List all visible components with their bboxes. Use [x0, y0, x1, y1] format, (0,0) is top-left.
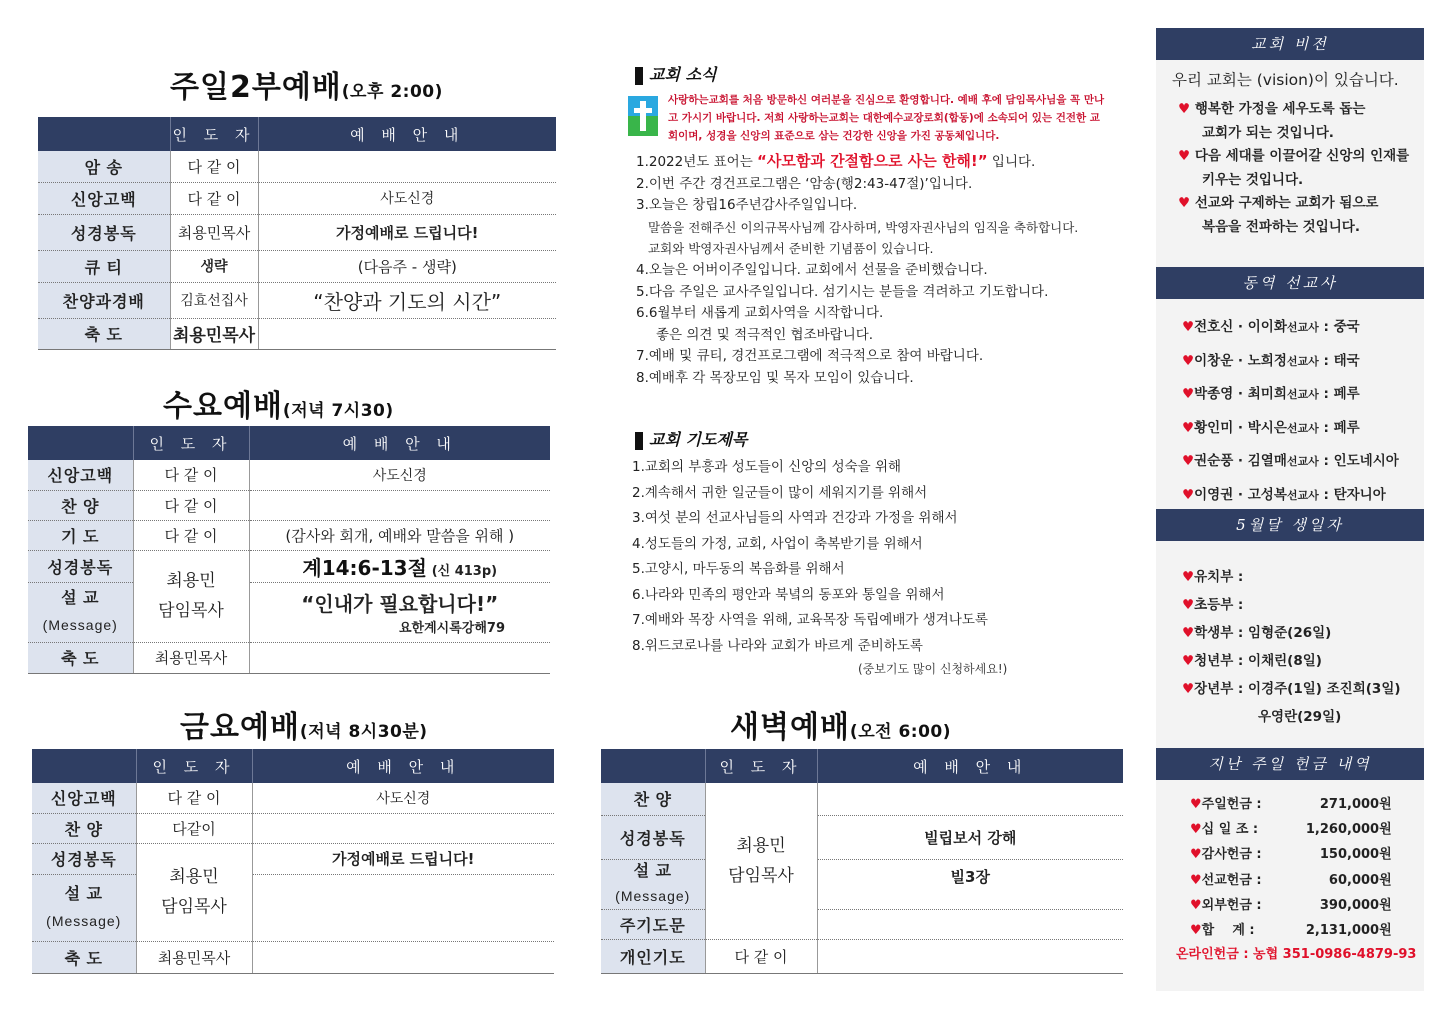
news-item: 4.오늘은 어버이주일입니다. 교회에서 선물을 준비했습니다.	[636, 261, 988, 278]
missionary-names: 이영권 · 고성복	[1194, 486, 1287, 503]
row-label: 성경봉독	[38, 214, 170, 250]
table-row	[28, 520, 550, 550]
prayer-item: 8.위드코로나를 나라와 교회가 바르게 준비하도록	[632, 637, 923, 654]
missionary-country: : 페루	[1318, 386, 1360, 402]
offering-row	[1190, 893, 1392, 918]
row-label	[32, 874, 136, 941]
missionary-item	[1182, 412, 1399, 446]
friday-title	[180, 702, 428, 746]
table-row	[601, 909, 1123, 939]
prayer-item: 5.고양시, 마두동의 복음화를 위해서	[632, 561, 845, 577]
row-label-text: 설 교	[633, 863, 672, 880]
offering-row	[1190, 842, 1392, 867]
offering-amount: 1,260,000원	[1305, 822, 1392, 838]
row-info	[252, 941, 554, 973]
row-label-sub: (Message)	[42, 617, 118, 633]
row-leader: 최용민목사	[136, 941, 252, 973]
heart-icon: ♥	[1182, 486, 1195, 503]
merged-leader	[705, 783, 817, 939]
row-label-sub: (Message)	[615, 888, 691, 904]
heart-icon: ♥	[1178, 148, 1191, 164]
missionary-item	[1182, 345, 1399, 379]
leader-title: 담임목사	[161, 897, 227, 917]
wednesday-title-text: 수요예배	[163, 389, 283, 424]
vision-line: 복음을 전파하는 것입니다.	[1202, 218, 1360, 235]
wednesday-table	[28, 426, 550, 674]
prayer-item: 3.여섯 분의 선교사님들의 사역과 건강과 가정을 위해서	[632, 510, 958, 526]
row-info	[249, 642, 550, 673]
missionary-country: : 중국	[1318, 319, 1360, 335]
header-bar	[635, 432, 643, 450]
news-item: 말씀을 전해주신 이의규목사님께 감사하며, 박영자권사님의 임직을 축하합니다.	[648, 219, 1079, 235]
missionary-names: 권순풍 · 김열매	[1194, 453, 1287, 469]
table-row	[601, 859, 1123, 909]
dawn-table	[601, 749, 1123, 974]
offering-row	[1190, 792, 1392, 817]
row-label: 신앙고백	[38, 182, 170, 214]
dawn-title-text: 새벽예배	[730, 710, 850, 745]
row-label: 찬 양	[28, 490, 133, 520]
row-leader: 최용민목사	[170, 214, 258, 250]
sermon-series: 요한계시록강해79	[399, 621, 505, 636]
missionary-role: 선교사	[1286, 421, 1319, 435]
table-header-cell	[38, 117, 170, 151]
leader-name: 최용민	[736, 835, 786, 856]
table-header-cell	[28, 426, 133, 460]
heart-icon: ♥	[1182, 597, 1195, 613]
news-item: 5.다음 주일은 교사주일입니다. 섬기시는 분들을 격려하고 기도합니다.	[636, 283, 1049, 300]
heart-icon: ♥	[1190, 872, 1202, 888]
offering-amount: 60,000원	[1328, 872, 1392, 888]
row-info: 빌립보서 강해	[817, 815, 1123, 859]
vision-list	[1178, 98, 1409, 239]
heart-icon: ♥	[1182, 681, 1195, 697]
row-info: 가정예배로 드립니다!	[258, 214, 556, 250]
missionary-country: : 태국	[1318, 352, 1360, 369]
offering-label: 십 일 조 :	[1201, 822, 1259, 838]
row-info: 사도신경	[258, 182, 556, 214]
row-label: 축 도	[32, 941, 136, 973]
row-info	[252, 813, 554, 843]
row-leader: 최용민목사	[170, 318, 258, 349]
table-header-cell: 인 도 자	[705, 749, 817, 783]
heart-icon: ♥	[1182, 319, 1195, 335]
offering-row	[1190, 868, 1392, 893]
table-header	[601, 749, 1123, 783]
table-header-cell: 인 도 자	[170, 117, 258, 151]
row-leader: 다 같 이	[133, 520, 249, 550]
missionary-names: 박종영 · 최미희	[1194, 386, 1287, 402]
news-item	[636, 151, 1078, 174]
row-label: 신앙고백	[32, 783, 136, 813]
missionary-country: : 인도네시아	[1318, 453, 1399, 469]
table-row	[32, 813, 554, 843]
table-row	[32, 874, 554, 941]
row-leader: 최용민목사	[133, 642, 249, 673]
offering-amount: 271,000원	[1319, 797, 1392, 812]
table-header	[32, 749, 554, 783]
birthday-text: 유치부 :	[1194, 569, 1244, 585]
prayer-note: (중보기도 많이 신청하세요!)	[858, 662, 1008, 676]
news-text: 1.2022년도 표어는	[636, 154, 758, 170]
dawn-time: (오전 6:00)	[849, 722, 952, 742]
row-info: 빌3장	[817, 859, 1123, 909]
prayer-item: 1.교회의 부흥과 성도들이 신앙의 성숙을 위해	[632, 459, 902, 475]
birthday-text: 우영란(29일)	[1258, 709, 1342, 725]
table-row	[38, 182, 556, 214]
birthday-text: 학생부 : 임형준(26일)	[1194, 625, 1332, 641]
missionary-country: : 페루	[1318, 419, 1360, 436]
news-text: 입니다.	[987, 154, 1036, 170]
table-row	[32, 843, 554, 874]
missionary-role: 선교사	[1286, 354, 1319, 368]
birthday-list	[1182, 563, 1401, 731]
sunday-table	[38, 117, 556, 350]
merged-leader	[136, 843, 252, 941]
vision-line: 키우는 것입니다.	[1202, 171, 1304, 188]
row-info: 가정예배로 드립니다!	[252, 843, 554, 874]
missionary-role: 선교사	[1286, 321, 1319, 334]
sunday-title-text: 주일2부예배	[170, 70, 342, 105]
row-label	[28, 582, 133, 642]
prayer-item: 6.나라와 민족의 평안과 북녘의 동포와 통일을 위해서	[632, 586, 945, 603]
missionary-item	[1182, 445, 1399, 479]
row-info	[258, 318, 556, 349]
birthday-text: 청년부 : 이채린(8일)	[1194, 653, 1322, 669]
table-header-cell: 예 배 안 내	[817, 749, 1123, 783]
row-label: 찬 양	[32, 813, 136, 843]
missionary-names: 황인미 · 박시은	[1194, 419, 1287, 436]
heart-icon: ♥	[1190, 797, 1202, 812]
offering-label: 선교헌금 :	[1201, 872, 1262, 888]
heart-icon: ♥	[1182, 386, 1195, 402]
table-header-cell: 인 도 자	[136, 749, 252, 783]
row-info: 사도신경	[252, 783, 554, 813]
offering-label: 감사헌금 :	[1201, 847, 1262, 863]
dawn-title	[730, 702, 951, 746]
news-header-text: 교회 소식	[649, 65, 717, 84]
table-row	[38, 250, 556, 282]
table-row	[28, 490, 550, 520]
heart-icon: ♥	[1182, 653, 1195, 669]
row-leader: 다같이	[136, 813, 252, 843]
news-item: 좋은 의견 및 적극적인 협조바랍니다.	[656, 326, 874, 343]
row-label: 찬 양	[601, 783, 705, 815]
table-header-cell	[601, 749, 705, 783]
header-bar	[635, 67, 643, 85]
table-header	[38, 117, 556, 151]
row-label: 성경봉독	[28, 550, 133, 582]
heart-icon: ♥	[1190, 847, 1202, 863]
missionary-list	[1182, 311, 1399, 512]
friday-time: (저녁 8시30분)	[299, 722, 428, 742]
row-info	[817, 909, 1123, 939]
sermon-title: “인내가 필요합니다!”	[301, 592, 499, 616]
row-leader: 김효선집사	[170, 282, 258, 318]
table-row	[32, 783, 554, 813]
hymn-ref: (신 413p)	[431, 563, 498, 579]
offering-amount: 390,000원	[1319, 897, 1392, 913]
missionary-role: 선교사	[1286, 455, 1319, 468]
heart-icon: ♥	[1190, 923, 1202, 939]
row-info: (다음주 - 생략)	[258, 250, 556, 282]
offering-amount: 150,000원	[1319, 847, 1392, 863]
scripture-ref: 계14:6-13절	[302, 555, 427, 580]
table-row	[28, 642, 550, 673]
prayer-header	[635, 427, 747, 450]
offering-row	[1190, 817, 1392, 842]
news-item: 8.예배후 각 목장모임 및 목자 모임이 있습니다.	[636, 369, 914, 386]
birthday-text: 장년부 : 이경주(1일) 조진희(3일)	[1194, 681, 1401, 697]
table-row	[38, 282, 556, 318]
birthday-item	[1182, 619, 1401, 647]
row-label-sub: (Message)	[46, 912, 122, 929]
table-header-cell: 예 배 안 내	[249, 426, 550, 460]
missionary-item	[1182, 479, 1399, 513]
missionary-names: 이창운 · 노희정	[1194, 352, 1287, 369]
row-label: 성경봉독	[601, 815, 705, 859]
row-info	[817, 783, 1123, 815]
table-row	[601, 783, 1123, 815]
birthdays-header: 5월달 생일자	[1156, 509, 1424, 541]
heart-icon: ♥	[1178, 101, 1191, 117]
row-label: 주기도문	[601, 909, 705, 939]
prayer-item: 2.계속해서 귀한 일군들이 많이 세워지기를 위해서	[632, 484, 928, 501]
offering-label: 주일헌금 :	[1201, 797, 1262, 812]
offering-label: 합 계 :	[1201, 923, 1255, 939]
missionary-names: 전호신 · 이이화	[1194, 319, 1287, 335]
offering-label: 외부헌금 :	[1201, 897, 1262, 913]
row-leader: 다 같 이	[705, 939, 817, 973]
sunday-time: (오후 2:00)	[341, 82, 443, 102]
row-leader: 다 같 이	[133, 460, 249, 490]
merged-leader	[133, 550, 249, 642]
vision-header: 교회 비전	[1156, 28, 1424, 60]
row-leader: 다 같 이	[170, 151, 258, 182]
table-row	[28, 550, 550, 582]
table-row	[32, 941, 554, 973]
prayer-header-text: 교회 기도제목	[649, 430, 748, 449]
wednesday-time: (저녁 7시30)	[282, 401, 394, 421]
leader-title: 담임목사	[728, 865, 794, 886]
missionaries-header: 동역 선교사	[1156, 267, 1424, 299]
row-info	[249, 490, 550, 520]
news-item: 6.6월부터 새롭게 교회사역을 시작합니다.	[636, 305, 884, 322]
wednesday-title	[163, 381, 394, 425]
prayer-list	[632, 455, 988, 659]
table-row	[38, 214, 556, 250]
offering-amount: 2,131,000원	[1305, 923, 1392, 939]
missionary-country: : 탄자니아	[1318, 486, 1386, 503]
row-info: “찬양과 기도의 시간”	[258, 282, 556, 318]
row-label: 찬양과경배	[38, 282, 170, 318]
vision-item	[1178, 98, 1409, 122]
row-label: 암 송	[38, 151, 170, 182]
offering-header: 지난 주일 헌금 내역	[1156, 748, 1424, 780]
missionary-role: 선교사	[1286, 388, 1319, 401]
table-row	[601, 815, 1123, 859]
row-info	[252, 874, 554, 941]
welcome-notice: 사랑하는교회를 처음 방문하신 여러분을 진심으로 환영합니다. 예배 후에 담임목사님을 꼭 만나고 가시기 바랍니다. 저희 사랑하는교회는 대한예수교장로회(합동)에 소속되어 있는 건전한 교회이며, 성경을 신앙의 표준으로 삼는 건강한 신앙을 가진 공동체입니다.	[668, 94, 1105, 142]
vision-line: 교회가 되는 것입니다.	[1202, 124, 1334, 141]
heart-icon: ♥	[1178, 195, 1191, 211]
leader-name: 최용민	[169, 867, 219, 887]
heart-icon: ♥	[1182, 419, 1195, 436]
table-row	[38, 318, 556, 349]
missionary-role: 선교사	[1286, 488, 1319, 502]
row-label-text: 설 교	[64, 885, 103, 903]
online-offering-account: 온라인헌금 : 농협 351-0986-4879-93	[1176, 947, 1417, 962]
table-row	[601, 939, 1123, 973]
prayer-item: 7.예배와 목장 사역을 위해, 교육목장 독립예배가 생겨나도록	[632, 612, 988, 628]
row-info	[249, 550, 550, 582]
birthday-text: 초등부 :	[1194, 597, 1244, 613]
table-header	[28, 426, 550, 460]
missionary-item	[1182, 311, 1399, 345]
table-header-cell: 인 도 자	[133, 426, 249, 460]
row-label-text: 설 교	[61, 590, 100, 607]
row-label: 성경봉독	[32, 843, 136, 874]
news-item: 7.예배 및 큐티, 경건프로그램에 적극적으로 참여 바랍니다.	[636, 348, 984, 365]
news-list	[636, 151, 1078, 390]
cross-icon	[628, 96, 658, 136]
row-leader: 생략	[170, 250, 258, 282]
row-info	[258, 151, 556, 182]
news-header	[635, 62, 716, 85]
table-header-cell: 예 배 안 내	[258, 117, 556, 151]
birthday-item	[1182, 591, 1401, 619]
row-label: 축 도	[38, 318, 170, 349]
table-row	[38, 151, 556, 182]
heart-icon: ♥	[1182, 453, 1195, 469]
row-leader: 다 같 이	[170, 182, 258, 214]
leader-name: 최용민	[166, 571, 216, 591]
table-row	[28, 582, 550, 642]
news-item: 3.오늘은 창립16주년감사주일입니다.	[636, 197, 858, 214]
friday-table	[32, 749, 554, 974]
table-header-cell	[32, 749, 136, 783]
offering-row	[1190, 918, 1392, 943]
news-item: 교회와 박영자권사님께서 준비한 기념품이 있습니다.	[648, 241, 934, 257]
row-info	[249, 582, 550, 642]
birthday-item	[1182, 647, 1401, 675]
row-info	[817, 939, 1123, 973]
news-item: 2.이번 주간 경건프로그램은 ‘암송(행2:43-47절)’입니다.	[636, 175, 973, 192]
row-label: 기 도	[28, 520, 133, 550]
vision-item	[1178, 192, 1409, 216]
birthday-item	[1182, 563, 1401, 591]
heart-icon: ♥	[1182, 352, 1195, 369]
vision-intro: 우리 교회는 (vision)이 있습니다.	[1172, 71, 1399, 89]
prayer-item: 4.성도들의 가정, 교회, 사업이 축복받기를 위해서	[632, 535, 923, 552]
sunday-title	[170, 62, 443, 106]
table-header-cell: 예 배 안 내	[252, 749, 554, 783]
heart-icon: ♥	[1182, 625, 1195, 641]
row-label: 큐 티	[38, 250, 170, 282]
heart-icon: ♥	[1182, 569, 1195, 585]
vision-line: 다음 세대를 이끌어갈 신앙의 인재를	[1194, 148, 1410, 164]
vision-line: 행복한 가정을 세우도록 돕는	[1194, 101, 1366, 117]
row-label	[601, 859, 705, 909]
row-label: 신앙고백	[28, 460, 133, 490]
friday-title-text: 금요예배	[180, 710, 300, 745]
row-leader: 다 같 이	[133, 490, 249, 520]
motto: “사모함과 간절함으로 사는 한해!”	[757, 152, 988, 170]
row-label: 축 도	[28, 642, 133, 673]
birthday-item	[1182, 675, 1401, 703]
vision-line: 선교와 구제하는 교회가 됨으로	[1194, 195, 1379, 211]
vision-item	[1178, 145, 1409, 169]
offering-list	[1190, 792, 1392, 943]
leader-title: 담임목사	[158, 601, 224, 621]
row-info: 사도신경	[249, 460, 550, 490]
row-leader: 다 같 이	[136, 783, 252, 813]
table-row	[28, 460, 550, 490]
row-info: (감사와 회개, 예배와 말씀을 위해 )	[249, 520, 550, 550]
missionary-item	[1182, 378, 1399, 412]
heart-icon: ♥	[1190, 897, 1202, 913]
heart-icon: ♥	[1190, 822, 1202, 838]
row-label: 개인기도	[601, 939, 705, 973]
